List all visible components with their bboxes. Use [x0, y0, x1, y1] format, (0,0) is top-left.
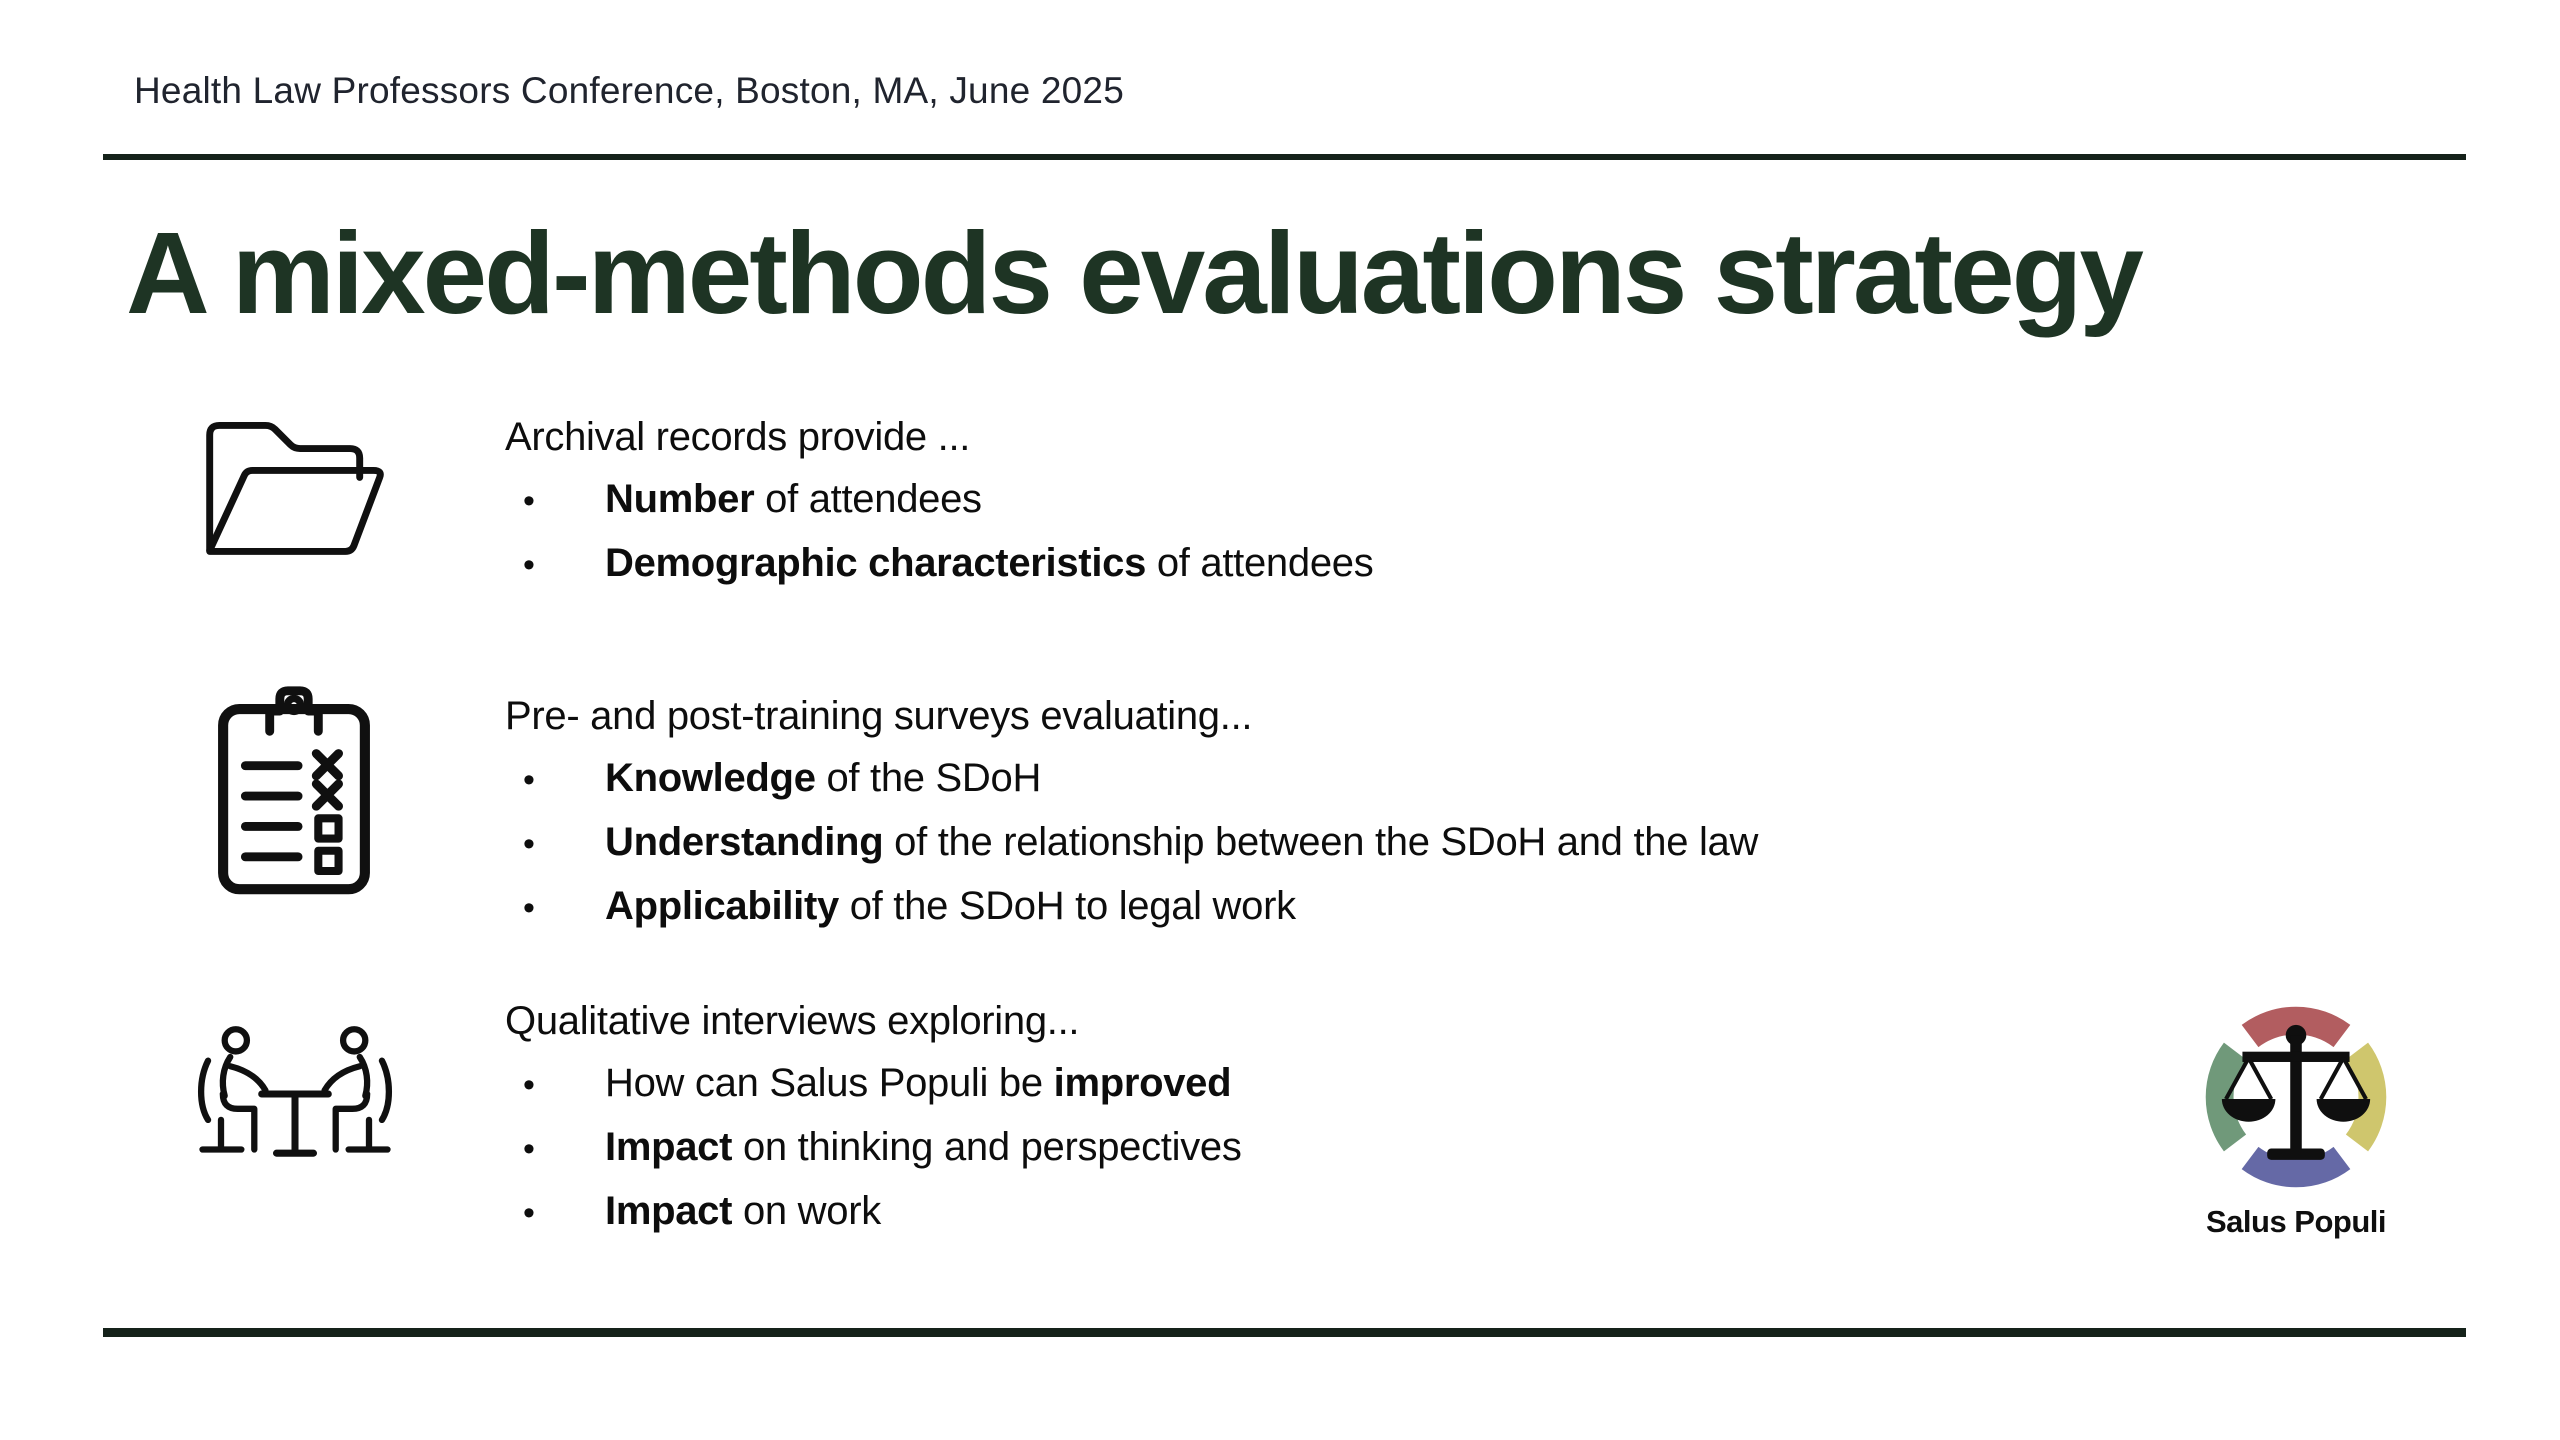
- bullet-list: [505, 468, 1373, 596]
- bullet-item: • Impact on work: [505, 1180, 1242, 1244]
- bullet-item: • Number of attendees: [505, 468, 1373, 532]
- checklist-x-marks: [316, 754, 338, 807]
- seated-person: [201, 1029, 265, 1149]
- bullet-list: [505, 1052, 1242, 1244]
- checklist-lines: [245, 766, 298, 857]
- bullet-item: • Demographic characteristics of attendees: [505, 532, 1373, 596]
- table: [262, 1094, 329, 1153]
- section-archival-records: [505, 406, 1373, 596]
- interview-people-icon: [192, 1020, 398, 1168]
- bullet-item: • Applicability of the SDoH to legal work: [505, 875, 1758, 939]
- bullet-item: • Impact on thinking and perspectives: [505, 1116, 1242, 1180]
- logo-arc-bottom: [2250, 1158, 2342, 1173]
- bullet-glyph: •: [523, 546, 535, 584]
- folder-front: [210, 470, 381, 551]
- section-surveys: [505, 685, 1758, 939]
- bullet-glyph: •: [523, 482, 535, 520]
- bullet-item: • Knowledge of the SDoH: [505, 747, 1758, 811]
- bullet-glyph: •: [523, 1194, 535, 1232]
- conference-header: Health Law Professors Conference, Boston, MA, June 2025: [134, 70, 1124, 111]
- checklist-box-2: [318, 851, 338, 871]
- section-lead: Qualitative interviews exploring...: [505, 999, 1080, 1043]
- bullet-item: • Understanding of the relationship between the SDoH and the law: [505, 811, 1758, 875]
- slide-title: A mixed-methods evaluations strategy: [126, 208, 2141, 338]
- bullet-glyph: •: [523, 1130, 535, 1168]
- scales-of-justice-icon: [2222, 1025, 2370, 1160]
- bullet-glyph: •: [523, 761, 535, 799]
- salus-populi-logo: [2186, 994, 2406, 1240]
- top-divider: [103, 154, 2466, 160]
- survey-clipboard-icon: [213, 680, 375, 900]
- bullet-glyph: •: [523, 1066, 535, 1104]
- section-interviews: [505, 990, 1242, 1244]
- checklist-box-1: [318, 818, 338, 838]
- bullet-glyph: •: [523, 889, 535, 927]
- logo-label: Salus Populi: [2205, 1204, 2387, 1239]
- bottom-divider: [103, 1328, 2466, 1337]
- salus-populi-logo-mark: [2193, 994, 2399, 1200]
- bullet-list: [505, 747, 1758, 939]
- open-folder-icon: [196, 412, 408, 562]
- section-lead: Pre- and post-training surveys evaluating...: [505, 694, 1253, 738]
- section-lead: Archival records provide ...: [505, 415, 971, 459]
- bullet-item: • How can Salus Populi be improved: [505, 1052, 1242, 1116]
- bullet-glyph: •: [523, 825, 535, 863]
- folder-back: [210, 425, 360, 550]
